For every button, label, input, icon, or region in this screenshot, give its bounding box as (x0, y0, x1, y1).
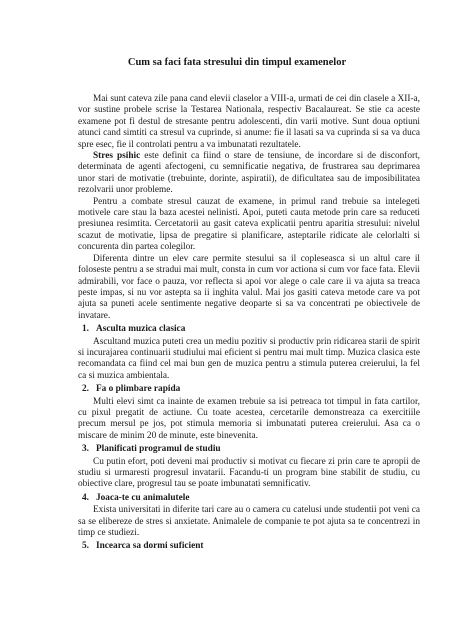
section-heading-2: 2. Fa o plimbare rapida (82, 384, 181, 395)
causes-paragraph: Pentru a combate stresul cauzat de examene, in primul rand trebuie sa intelegeti motivele care stau la baza acestei nelinisti. Apoi, puteti cauta metode prin care sa reduceti presiunea resimtita. Cercetatorii au gasit cateva explicatii pentru aparitia stresului: nivelul scazut de motivatie, lipsa de pregatire si planificare, asteptarile ridicate ale celorlalti si concurenta din partea colegilor. (78, 196, 420, 253)
section-text-1: Ascultand muzica puteti crea un mediu pozitiv si productiv prin ridicarea starii de spirit si incurajarea continuarii studiului mai eficient si pentru mai mult timp. Muzica clasica este recomandata ca fiind cel mai bun gen de muzica pentru a stimula puterea creierului, la fel ca si muzica ambientala. (78, 336, 420, 381)
definition-text: este definit ca fiind o stare de tensiune, de incordare si de disconfort, determinata de agenti afectogeni, cu semnificatie negativa, de frustrarea sau deprimarea unor stari de motivatie (trebuinte, dorinte, aspiratii), de dificultatea sau de imposibilitatea rezolvarii unor probleme. (78, 151, 420, 196)
document-title: Cum sa faci fata stresului din timpul examenelor (127, 57, 347, 68)
difference-paragraph: Diferenta dintre un elev care permite stesului sa il copleseasca si un altul care il foloseste pentru a se stradui mai mult, consta in cum vor actiona si cum vor face fata. Elevii admirabili, vor face o pauza, vor reflecta si apoi vor alege o cale care ii va ajuta sa treaca peste impas, si nu vor astepta sa ii inghita valul. Mai jos gasiti cateva metode care va pot ajuta sa puneti acele sentimente negative deoparte si sa va concentrati pe obiectivele de invatare. (78, 253, 420, 321)
document-body (78, 94, 420, 554)
section-heading-3: 3. Planificati programul de studiu (82, 444, 221, 455)
section-text-3: Cu putin efort, poti deveni mai productiv si motivat cu fiecare zi prin care te apropii de studiu si urmaresti progresul invatarii. Facandu-ti un program bine stabilit de studiu, cu obiective clare, progresul tau se poate imbunatati semnificativ. (78, 456, 420, 490)
section-heading-4: 4. Joaca-te cu animalutele (82, 492, 190, 503)
section-heading-1: 1. Asculta muzica clasica (82, 324, 186, 335)
definition-term: Stres psihic (93, 151, 141, 162)
section-text-2: Multi elevi simt ca inainte de examen trebuie sa isi petreaca tot timpul in fata cartilor, cu pixul pregatit de actiune. Cu toate acestea, cercetarile demonstreaza ca exercitiile precum mersul pe jos, pot stimula memoria si imbunatati puterea creierului. Asa ca o miscare de minim 20 de minute, este binevenita. (78, 396, 420, 441)
section-text-4: Exista universitati in diferite tari care au o camera cu catelusi unde studentii pot veni ca sa se elibereze de stres si anxietate. Animalele de companie te pot ajuta sa te concentrezi in timp ce studiezi. (78, 505, 420, 539)
definition-paragraph (78, 151, 420, 197)
section-heading-5: 5. Incearca sa dormi suficient (82, 541, 204, 552)
intro-paragraph: Mai sunt cateva zile pana cand elevii claselor a VIII-a, urmati de cei din clasele a XII-a, vor sustine probele scrise la Testarea Nationala, respectiv Bacalaureat. Se stie ca aceste examene pot fi destul de stresante pentru adolescenti, din varii motive. Sunt doua optiuni atunci cand simtiti ca stresul va cuprinde, si anume: fie il lasati sa va cuprinda si sa va duca spre esec, fie il controlati pentru a va imbunatati rezultatele. (78, 94, 420, 150)
